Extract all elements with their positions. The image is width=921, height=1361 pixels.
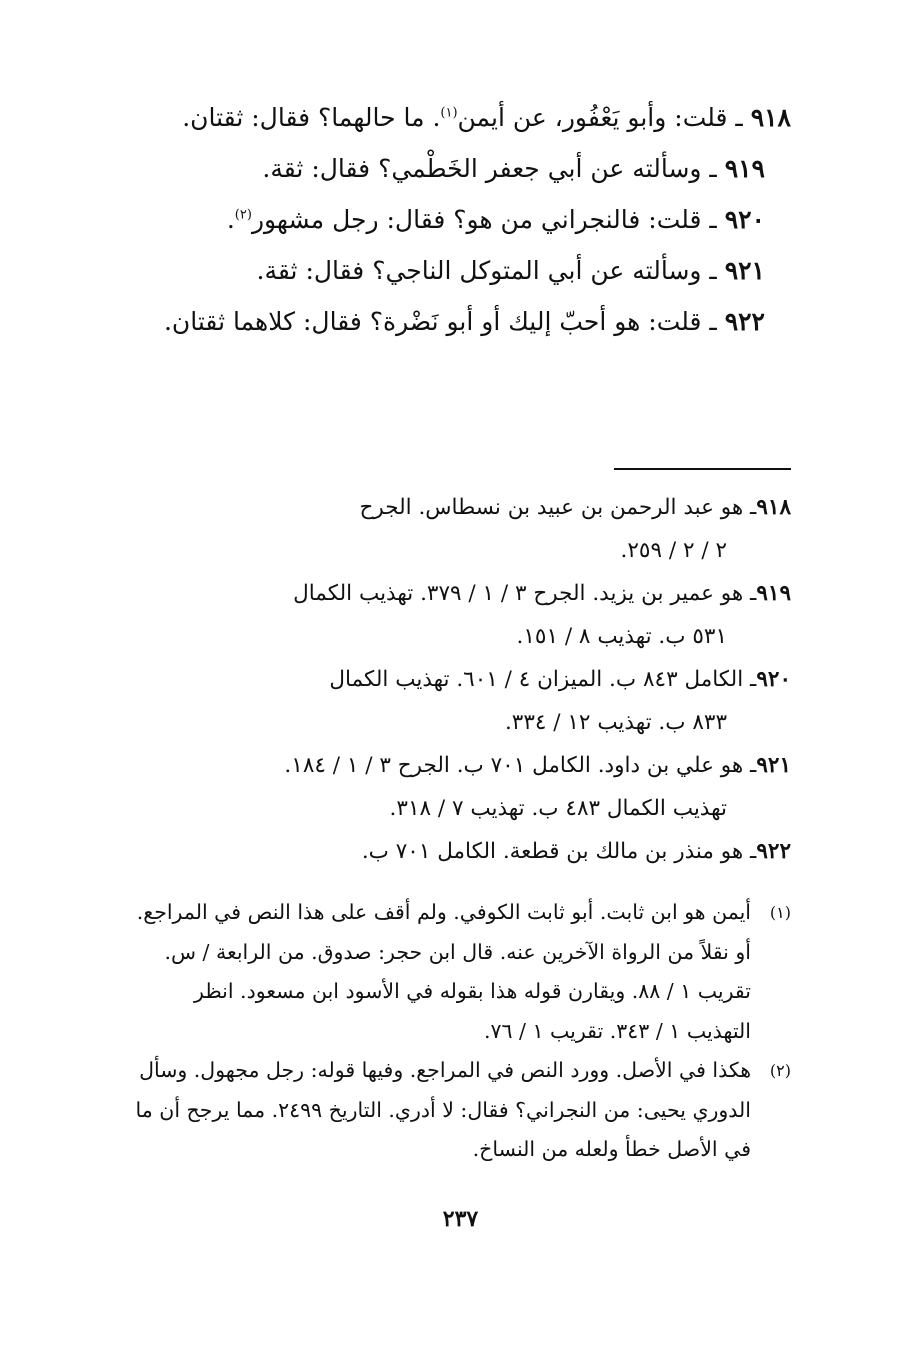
entry-919 [131, 143, 791, 194]
note-919 [131, 572, 791, 615]
editor-notes [131, 486, 791, 873]
footnote-text: هكذا في الأصل. وورد النص في المراجع. وفيها قوله: رجل مجهول. وسأل الدوري يحيى: من النجراني؟ فقال: لا أدري. التاريخ ٢٤٩٩. مما يرجح أن ما في الأصل خطأ ولعله من النساخ. [135, 1058, 751, 1161]
note-922 [131, 830, 791, 873]
footnote-text: أيمن هو ابن ثابت. أبو ثابت الكوفي. ولم أقف على هذا النص في المراجع. أو نقلاً من الرواة الآخرين عنه. قال ابن حجر: صدوق. من الرابعة / س. تقريب ١ / ٨٨. ويقارن قوله هذا بقوله في الأسود ابن مسعود. انظر التهذيب ١ / ٣٤٣. تقريب ١ / ٧٦. [136, 900, 751, 1043]
entry-text-tail: . [226, 205, 235, 234]
footnote-ref: (٢) [234, 207, 252, 223]
entry-text: ـ قلت: فالنجراني من هو؟ فقال: رجل مشهور [251, 205, 717, 234]
note-number: ٩١٩ [756, 581, 791, 606]
entry-number: ٩٢١ [724, 256, 765, 285]
note-921 [131, 744, 791, 787]
note-text: ـ هو عمير بن يزيد. الجرح ٣ / ١ / ٣٧٩. تهذيب الكمال [293, 581, 757, 606]
entry-number: ٩١٩ [724, 154, 765, 183]
separator-rule [614, 468, 791, 470]
note-921-cont: تهذيب الكمال ٤٨٣ ب. تهذيب ٧ / ٣١٨. [389, 796, 727, 821]
entry-text-tail: . ما حالهما؟ فقال: ثقتان. [182, 103, 441, 132]
entry-number: ٩٢٠ [724, 205, 765, 234]
main-text [131, 92, 791, 347]
page-number: ٢٣٧ [442, 1206, 479, 1232]
footnote-marker: (٢) [769, 1061, 791, 1080]
footnotes [131, 893, 791, 1170]
note-920 [131, 658, 791, 701]
note-number: ٩٢٢ [756, 839, 791, 864]
entry-922 [131, 296, 791, 347]
note-number: ٩٢١ [756, 753, 791, 778]
entry-number: ٩٢٢ [724, 307, 765, 336]
note-919-cont: ٥٣١ ب. تهذيب ٨ / ١٥١. [516, 624, 727, 649]
note-text: ـ الكامل ٨٤٣ ب. الميزان ٤ / ٦٠١. تهذيب الكمال [329, 667, 757, 692]
entry-number: ٩١٨ [750, 103, 791, 132]
note-text: ـ هو علي بن داود. الكامل ٧٠١ ب. الجرح ٣ / ١ / ١٨٤. [284, 753, 757, 778]
footnote-marker: (١) [769, 903, 791, 922]
note-number: ٩١٨ [756, 495, 791, 520]
note-number: ٩٢٠ [756, 667, 791, 692]
note-text: ـ هو عبد الرحمن بن عبيد بن نسطاس. الجرح [359, 495, 757, 520]
entry-text: ـ قلت: هو أحبّ إليك أو أبو نَضْرة؟ فقال: كلاهما ثقتان. [163, 307, 717, 336]
entry-text: ـ وسألته عن أبي جعفر الخَطْمي؟ فقال: ثقة. [262, 154, 717, 183]
note-918 [131, 486, 791, 529]
footnote-ref: (١) [440, 105, 458, 121]
entry-921 [131, 245, 791, 296]
note-text: ـ هو منذر بن مالك بن قطعة. الكامل ٧٠١ ب. [361, 839, 757, 864]
footnote-2 [131, 1051, 791, 1170]
note-920-cont: ٨٣٣ ب. تهذيب ١٢ / ٣٣٤. [504, 710, 727, 735]
entry-text: ـ قلت: وأبو يَعْفُور، عن أيمن [457, 103, 743, 132]
entry-text: ـ وسألته عن أبي المتوكل الناجي؟ فقال: ثقة. [256, 256, 717, 285]
note-918-cont: ٢ / ٢ / ٢٥٩. [620, 538, 727, 563]
footnote-1 [131, 893, 791, 1051]
entry-918 [131, 92, 791, 143]
entry-920 [131, 194, 791, 245]
